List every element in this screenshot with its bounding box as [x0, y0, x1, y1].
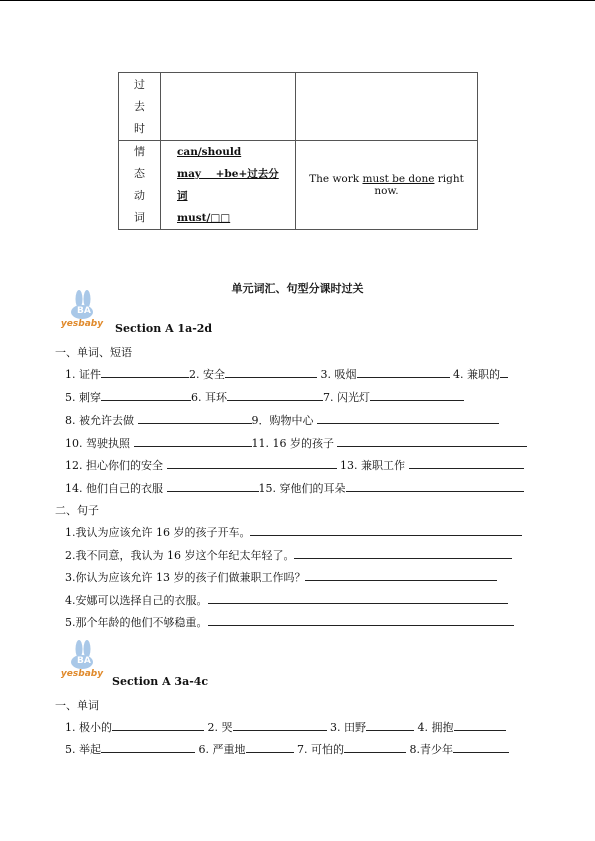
section-heading: Section A 1a-2d — [115, 322, 213, 335]
logo-wordmark: yesbaby — [60, 669, 104, 679]
answer-blank[interactable] — [453, 742, 509, 753]
table-row — [119, 141, 478, 230]
vocab-line: 10. 驾驶执照 11. 16 岁的孩子 — [65, 435, 527, 451]
answer-blank[interactable] — [227, 390, 323, 401]
forms-cell-empty — [161, 73, 296, 141]
logo-wordmark: yesbaby — [60, 319, 104, 329]
sentence-item: 3.你认为应该允许 13 岁的孩子们做兼职工作吗？ — [65, 569, 497, 585]
part-heading: 一、单词 — [55, 699, 99, 712]
answer-blank[interactable] — [500, 367, 508, 378]
example-cell: The work must be done right now. — [296, 141, 478, 230]
answer-blank[interactable] — [101, 742, 195, 753]
form-line: 词 — [177, 190, 188, 202]
answer-blank[interactable] — [250, 525, 522, 536]
sentence-item: 2.我不同意，我认为 16 岁这个年纪太年轻了。 — [65, 547, 512, 563]
answer-blank[interactable] — [294, 548, 512, 559]
answer-blank[interactable] — [454, 720, 506, 731]
answer-blank[interactable] — [317, 413, 499, 424]
vocab-line: 1. 证件 2. 安全 3. 吸烟 4. 兼职的 — [65, 366, 508, 382]
yesbaby-logo — [57, 290, 107, 330]
answer-blank[interactable] — [225, 367, 317, 378]
page-title: 单元词汇、句型分课时过关 — [231, 282, 364, 295]
answer-blank[interactable] — [101, 367, 189, 378]
answer-blank[interactable] — [246, 742, 294, 753]
answer-blank[interactable] — [357, 367, 450, 378]
form-line: may +be+过去分 — [177, 168, 279, 180]
vocab-line: 5. 刺穿 6. 耳环 7. 闪光灯 — [65, 389, 464, 405]
answer-blank[interactable] — [344, 742, 406, 753]
answer-blank[interactable] — [233, 720, 327, 731]
example-cell-empty — [296, 73, 478, 141]
tense-cell-past: 过 去 时 — [119, 73, 161, 141]
answer-blank[interactable] — [208, 615, 514, 626]
vocab-line: 5. 举起 6. 严重地 7. 可怕的 8.青少年 — [65, 741, 509, 757]
part-heading: 二、句子 — [55, 504, 99, 517]
grammar-table — [118, 72, 478, 230]
vocab-line: 12. 担心你们的安全 13. 兼职工作 — [65, 457, 524, 473]
answer-blank[interactable] — [337, 436, 527, 447]
yesbaby-logo — [57, 640, 107, 680]
sentence-item: 4.安娜可以选择自己的衣服。 — [65, 592, 508, 608]
answer-blank[interactable] — [167, 481, 259, 492]
vocab-line: 1. 极小的 2. 哭 3. 田野 4. 拥抱 — [65, 719, 506, 735]
answer-blank[interactable] — [366, 720, 414, 731]
vocab-line: 8. 被允许去做 9．购物中心 — [65, 412, 499, 428]
vocab-line: 14. 他们自己的衣服 15. 穿他们的耳朵 — [65, 480, 524, 496]
answer-blank[interactable] — [138, 413, 252, 424]
answer-blank[interactable] — [134, 436, 252, 447]
form-line: can/should — [177, 146, 242, 158]
answer-blank[interactable] — [112, 720, 204, 731]
form-line: must/□□ — [177, 212, 231, 224]
answer-blank[interactable] — [346, 481, 524, 492]
answer-blank[interactable] — [305, 570, 497, 581]
part-heading: 一、单词、短语 — [55, 346, 132, 359]
forms-cell — [161, 141, 296, 230]
answer-blank[interactable] — [208, 593, 508, 604]
answer-blank[interactable] — [101, 390, 191, 401]
sentence-item: 1.我认为应该允许 16 岁的孩子开车。 — [65, 524, 522, 540]
rabbit-face-icon: BA — [71, 655, 93, 669]
top-rule — [0, 0, 595, 1]
sentence-item: 5.那个年龄的他们不够稳重。 — [65, 614, 514, 630]
answer-blank[interactable] — [370, 390, 464, 401]
section-heading: Section A 3a-4c — [112, 675, 209, 688]
table-row — [119, 73, 478, 141]
rabbit-face-icon: BA — [71, 305, 93, 319]
answer-blank[interactable] — [167, 458, 337, 469]
answer-blank[interactable] — [409, 458, 524, 469]
tense-cell-modal: 情 态 动 词 — [119, 141, 161, 230]
